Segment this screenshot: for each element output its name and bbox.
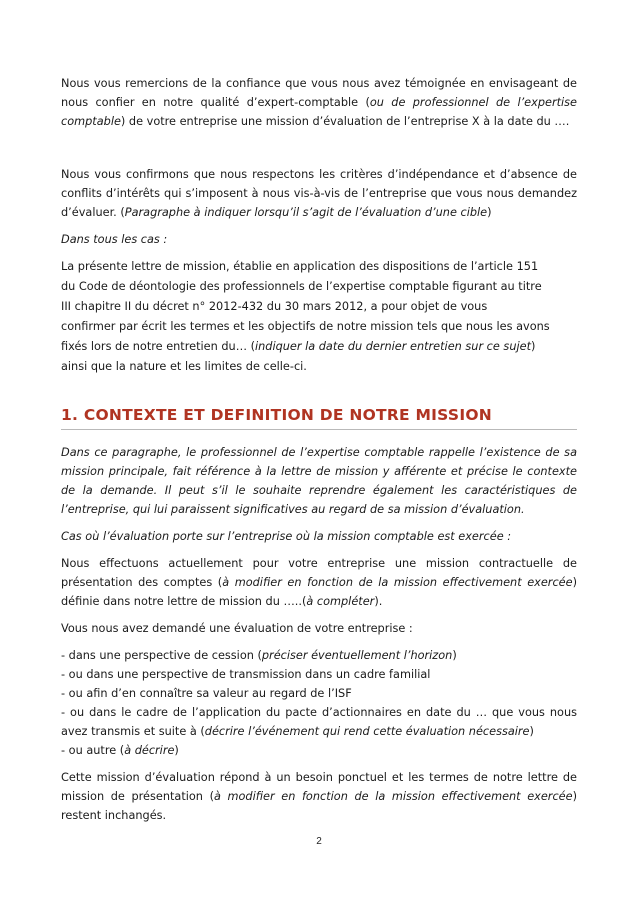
italic-text: Dans ce paragraphe, le professionnel de l’expertise comptable rappelle l’existence de sa mission principale, fait référence à la lettre de mission y afférente et précise le contexte de la demande. Il peut s’il le souhaite reprendre également les caractéristiques de l’entreprise, qui lui paraissent significatives au regard de sa mission d’évaluation. [61,446,577,516]
list-item [61,741,577,760]
paragraph-independence [61,165,577,222]
text: - ou autre ( [61,744,125,757]
text: ) définie dans notre lettre de mission du …..( [61,576,577,608]
page-number: 2 [316,836,322,847]
text: - ou dans le cadre de l’application du pacte d’actionnaires en date du … que vous nous avez transmis et suite à ( [61,706,577,738]
text: ) [487,206,492,219]
text: Nous vous remercions de la confiance que vous nous avez témoignée en envisageant de nous confier en notre qualité d’expert-comptable ( [61,77,577,109]
text-line: du Code de déontologie des professionnels de l’expertise comptable figurant au titre [61,280,542,293]
text: ) [529,725,534,738]
italic-text: ou de professionnel de l’expertise comptable [61,96,577,128]
italic-text: à décrire [124,744,175,757]
paragraph-conclusion [61,768,577,825]
body-column [61,74,577,825]
text-line [61,337,577,357]
text-line: La présente lettre de mission, établie en application des dispositions de l’article 151 [61,260,539,273]
list-item: - ou dans une perspective de transmission dans un cadre familial [61,668,431,681]
purpose-list [61,646,577,760]
list-item [61,646,577,665]
text: ) [174,744,179,757]
paragraph-all-cases [61,230,577,249]
text: - dans une perspective de cession ( [61,649,262,662]
text: ) de votre entreprise une mission d’évaluation de l’entreprise X à la date du …. [120,115,570,128]
text-line: ainsi que la nature et les limites de celle-ci. [61,360,307,373]
italic-text: décrire l’événement qui rend cette évaluation nécessaire [204,725,530,738]
italic-text: à compléter [306,595,375,608]
text: ) [531,340,536,353]
text: ) [452,649,457,662]
text-line: confirmer par écrit les termes et les objectifs de notre mission tels que nous les avons [61,320,550,333]
spacer [61,377,577,406]
paragraph-request: Vous nous avez demandé une évaluation de votre entreprise : [61,622,413,635]
spacer [61,131,577,165]
text: Cette mission d’évaluation répond à un besoin ponctuel et les termes de notre lettre de mission de présentation ( [61,771,577,803]
list-item: - ou afin d’en connaître sa valeur au regard de l’ISF [61,687,352,700]
italic-text: Paragraphe à indiquer lorsqu’il s’agit de l’évaluation d’une cible [124,206,488,219]
italic-text: à modifier en fonction de la mission effectivement exercée [213,790,573,803]
paragraph-thanks [61,74,577,131]
italic-text: Dans tous les cas : [61,233,168,246]
section-heading: 1. CONTEXTE ET DEFINITION DE NOTRE MISSION [61,406,577,430]
paragraph-purpose [61,257,577,377]
paragraph-guidance [61,443,577,519]
text: Nous vous confirmons que nous respectons les critères d’indépendance et d’absence de conflits d’intérêts qui s’imposent à nous vis-à-vis de l’entreprise que vous nous demandez d’évaluer. ( [61,168,577,219]
text-line: III chapitre II du décret n° 2012-432 du 30 mars 2012, a pour objet de vous [61,300,488,313]
italic-text: Cas où l’évaluation porte sur l’entreprise où la mission comptable est exercée : [61,530,512,543]
italic-text: à modifier en fonction de la mission effectivement exercée [222,576,573,589]
text: ). [374,595,383,608]
text: fixés lors de notre entretien du… ( [61,340,255,353]
list-item [61,703,577,741]
paragraph-current-mission [61,554,577,611]
italic-text: indiquer la date du dernier entretien sur ce sujet [254,340,531,353]
text: ) restent inchangés. [61,790,577,822]
text: Nous effectuons actuellement pour votre entreprise une mission contractuelle de présentation des comptes ( [61,557,577,589]
paragraph-case [61,527,577,546]
italic-text: préciser éventuellement l’horizon [261,649,453,662]
